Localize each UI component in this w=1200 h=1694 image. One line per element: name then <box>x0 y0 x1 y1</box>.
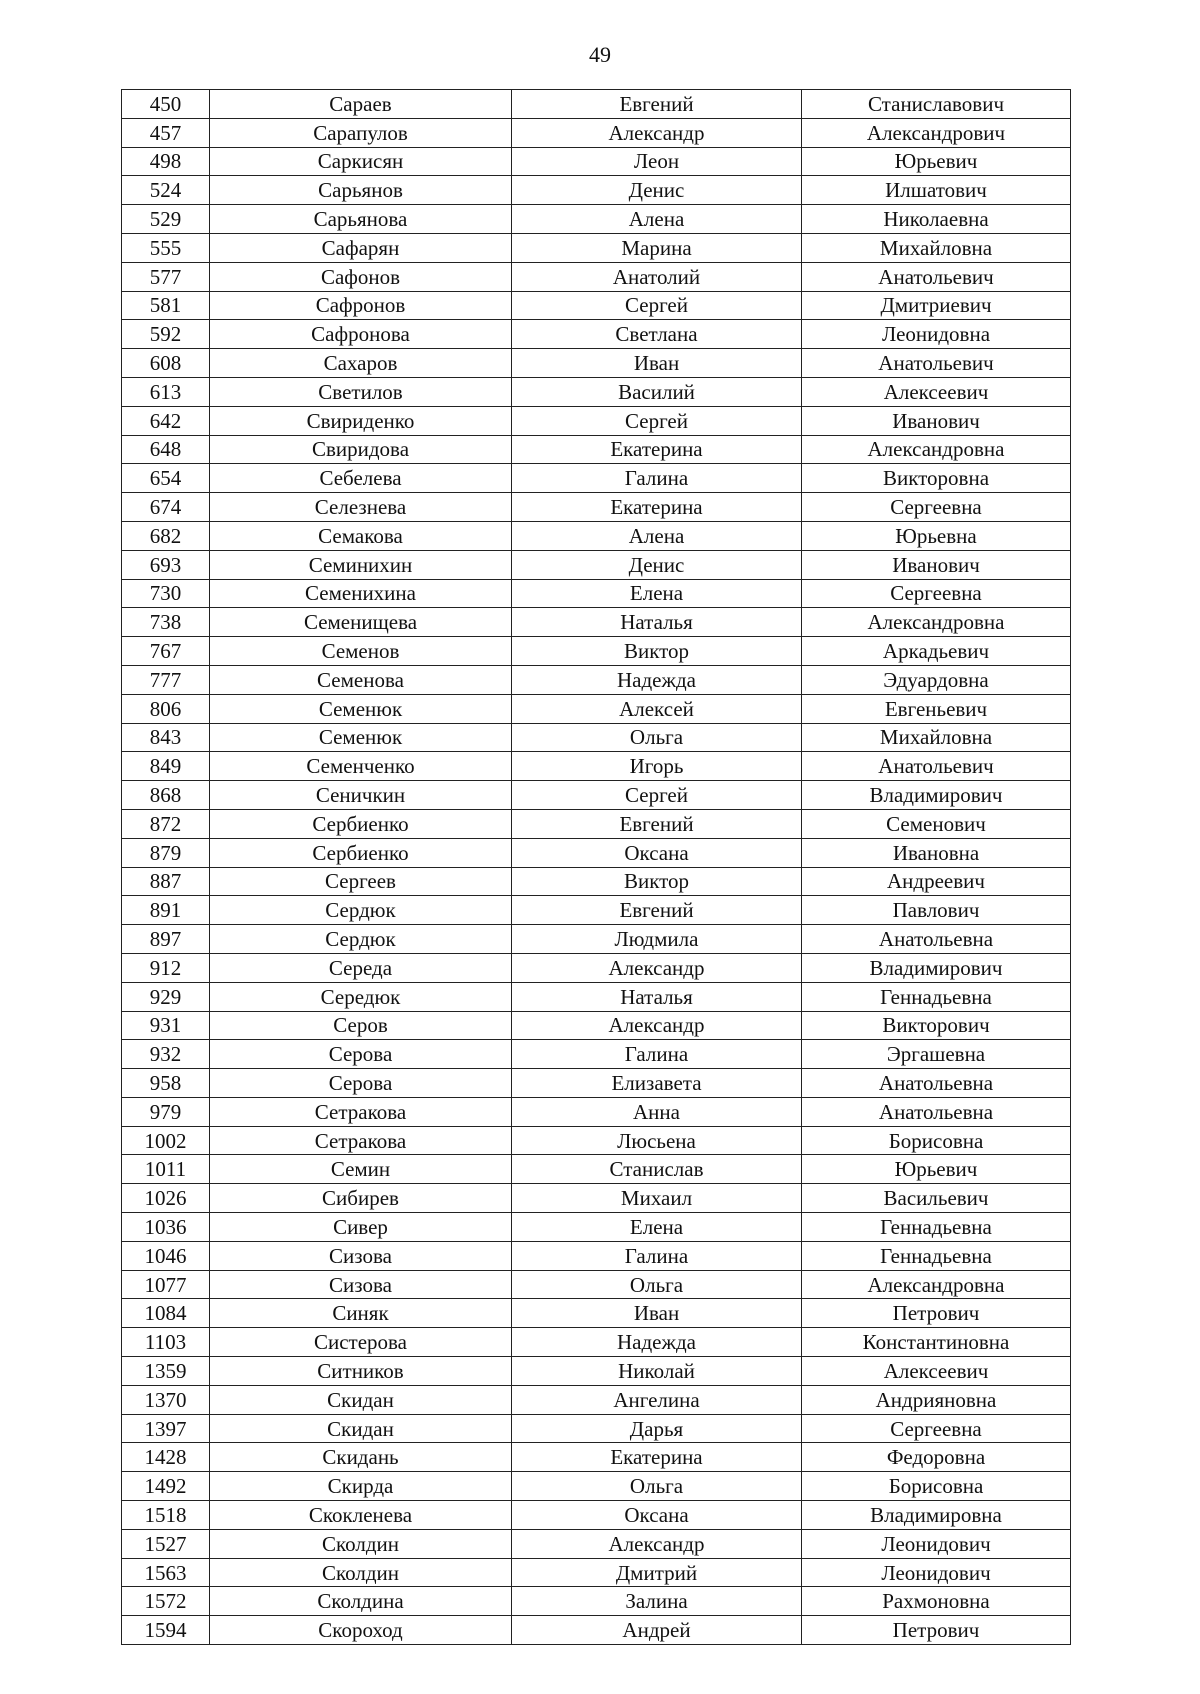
row-number-cell: 1563 <box>122 1558 210 1587</box>
row-number-cell: 958 <box>122 1069 210 1098</box>
row-number-cell: 654 <box>122 464 210 493</box>
first-name-cell: Ольга <box>512 1270 802 1299</box>
first-name-cell: Анна <box>512 1097 802 1126</box>
last-name-cell: Сердюк <box>210 925 512 954</box>
first-name-cell: Алена <box>512 205 802 234</box>
last-name-cell: Сафронов <box>210 291 512 320</box>
first-name-cell: Денис <box>512 176 802 205</box>
page-number: 49 <box>589 42 611 67</box>
first-name-cell: Николай <box>512 1357 802 1386</box>
last-name-cell: Сизова <box>210 1241 512 1270</box>
row-number-cell: 450 <box>122 90 210 119</box>
last-name-cell: Сафонов <box>210 262 512 291</box>
first-name-cell: Сергей <box>512 406 802 435</box>
first-name-cell: Екатерина <box>512 1443 802 1472</box>
row-number-cell: 674 <box>122 493 210 522</box>
patronymic-cell: Иванович <box>802 406 1071 435</box>
last-name-cell: Сахаров <box>210 349 512 378</box>
table-row <box>122 147 1071 176</box>
first-name-cell: Екатерина <box>512 435 802 464</box>
row-number-cell: 891 <box>122 896 210 925</box>
first-name-cell: Виктор <box>512 867 802 896</box>
patronymic-cell: Викторовна <box>802 464 1071 493</box>
table-row <box>122 1587 1071 1616</box>
last-name-cell: Себелева <box>210 464 512 493</box>
first-name-cell: Дарья <box>512 1414 802 1443</box>
patronymic-cell: Эдуардовна <box>802 665 1071 694</box>
first-name-cell: Наталья <box>512 608 802 637</box>
last-name-cell: Семенченко <box>210 752 512 781</box>
table-row <box>122 694 1071 723</box>
row-number-cell: 1397 <box>122 1414 210 1443</box>
patronymic-cell: Иванович <box>802 550 1071 579</box>
table-row <box>122 1472 1071 1501</box>
last-name-cell: Сарапулов <box>210 118 512 147</box>
patronymic-cell: Александровна <box>802 435 1071 464</box>
table-row <box>122 1414 1071 1443</box>
table-row <box>122 118 1071 147</box>
table-row <box>122 493 1071 522</box>
first-name-cell: Леон <box>512 147 802 176</box>
last-name-cell: Семенюк <box>210 723 512 752</box>
patronymic-cell: Леонидович <box>802 1529 1071 1558</box>
first-name-cell: Оксана <box>512 838 802 867</box>
patronymic-cell: Владимировна <box>802 1501 1071 1530</box>
table-row <box>122 1529 1071 1558</box>
row-number-cell: 1036 <box>122 1213 210 1242</box>
first-name-cell: Алексей <box>512 694 802 723</box>
last-name-cell: Сибирев <box>210 1184 512 1213</box>
patronymic-cell: Алексеевич <box>802 377 1071 406</box>
row-number-cell: 1527 <box>122 1529 210 1558</box>
last-name-cell: Середа <box>210 953 512 982</box>
patronymic-cell: Юрьевич <box>802 1155 1071 1184</box>
table-row <box>122 953 1071 982</box>
first-name-cell: Марина <box>512 233 802 262</box>
table-row <box>122 809 1071 838</box>
patronymic-cell: Петрович <box>802 1616 1071 1645</box>
last-name-cell: Скидань <box>210 1443 512 1472</box>
table-row <box>122 1097 1071 1126</box>
table-row <box>122 752 1071 781</box>
row-number-cell: 1492 <box>122 1472 210 1501</box>
first-name-cell: Алена <box>512 521 802 550</box>
table-row <box>122 464 1071 493</box>
first-name-cell: Василий <box>512 377 802 406</box>
table-row <box>122 233 1071 262</box>
row-number-cell: 682 <box>122 521 210 550</box>
table-row <box>122 723 1071 752</box>
patronymic-cell: Станиславович <box>802 90 1071 119</box>
patronymic-cell: Петрович <box>802 1299 1071 1328</box>
row-number-cell: 524 <box>122 176 210 205</box>
table-row <box>122 896 1071 925</box>
row-number-cell: 555 <box>122 233 210 262</box>
table-row <box>122 205 1071 234</box>
row-number-cell: 1103 <box>122 1328 210 1357</box>
first-name-cell: Евгений <box>512 809 802 838</box>
patronymic-cell: Ивановна <box>802 838 1071 867</box>
last-name-cell: Скидан <box>210 1414 512 1443</box>
patronymic-cell: Леонидович <box>802 1558 1071 1587</box>
table-row <box>122 550 1071 579</box>
row-number-cell: 577 <box>122 262 210 291</box>
first-name-cell: Наталья <box>512 982 802 1011</box>
row-number-cell: 806 <box>122 694 210 723</box>
table-row <box>122 320 1071 349</box>
row-number-cell: 648 <box>122 435 210 464</box>
last-name-cell: Скидан <box>210 1385 512 1414</box>
patronymic-cell: Михайловна <box>802 723 1071 752</box>
table-row <box>122 291 1071 320</box>
patronymic-cell: Алексеевич <box>802 1357 1071 1386</box>
table-row <box>122 1328 1071 1357</box>
last-name-cell: Семенищева <box>210 608 512 637</box>
patronymic-cell: Михайловна <box>802 233 1071 262</box>
patronymic-cell: Юрьевна <box>802 521 1071 550</box>
last-name-cell: Скирда <box>210 1472 512 1501</box>
last-name-cell: Свиридова <box>210 435 512 464</box>
table-row <box>122 349 1071 378</box>
first-name-cell: Елизавета <box>512 1069 802 1098</box>
first-name-cell: Ольга <box>512 1472 802 1501</box>
patronymic-cell: Александровна <box>802 1270 1071 1299</box>
table-row <box>122 1213 1071 1242</box>
patronymic-cell: Андрияновна <box>802 1385 1071 1414</box>
row-number-cell: 498 <box>122 147 210 176</box>
row-number-cell: 979 <box>122 1097 210 1126</box>
last-name-cell: Семенюк <box>210 694 512 723</box>
last-name-cell: Систерова <box>210 1328 512 1357</box>
last-name-cell: Светилов <box>210 377 512 406</box>
last-name-cell: Сараев <box>210 90 512 119</box>
table-row <box>122 1501 1071 1530</box>
last-name-cell: Семинихин <box>210 550 512 579</box>
row-number-cell: 1359 <box>122 1357 210 1386</box>
last-name-cell: Сарьянова <box>210 205 512 234</box>
row-number-cell: 777 <box>122 665 210 694</box>
name-list-table <box>121 89 1071 1645</box>
row-number-cell: 1370 <box>122 1385 210 1414</box>
patronymic-cell: Юрьевич <box>802 147 1071 176</box>
row-number-cell: 1002 <box>122 1126 210 1155</box>
table-row <box>122 1270 1071 1299</box>
table-row <box>122 176 1071 205</box>
first-name-cell: Сергей <box>512 291 802 320</box>
first-name-cell: Александр <box>512 953 802 982</box>
table-row <box>122 637 1071 666</box>
patronymic-cell: Сергеевна <box>802 1414 1071 1443</box>
table-row <box>122 1558 1071 1587</box>
first-name-cell: Ангелина <box>512 1385 802 1414</box>
first-name-cell: Ольга <box>512 723 802 752</box>
last-name-cell: Сафронова <box>210 320 512 349</box>
patronymic-cell: Сергеевна <box>802 579 1071 608</box>
patronymic-cell: Анатольевич <box>802 752 1071 781</box>
first-name-cell: Станислав <box>512 1155 802 1184</box>
patronymic-cell: Дмитриевич <box>802 291 1071 320</box>
patronymic-cell: Анатольевна <box>802 1097 1071 1126</box>
table-row <box>122 1069 1071 1098</box>
row-number-cell: 872 <box>122 809 210 838</box>
last-name-cell: Сивер <box>210 1213 512 1242</box>
row-number-cell: 929 <box>122 982 210 1011</box>
first-name-cell: Александр <box>512 118 802 147</box>
first-name-cell: Евгений <box>512 896 802 925</box>
table-row <box>122 1184 1071 1213</box>
first-name-cell: Надежда <box>512 665 802 694</box>
first-name-cell: Галина <box>512 1040 802 1069</box>
table-row <box>122 1299 1071 1328</box>
row-number-cell: 1011 <box>122 1155 210 1184</box>
row-number-cell: 849 <box>122 752 210 781</box>
row-number-cell: 931 <box>122 1011 210 1040</box>
first-name-cell: Елена <box>512 1213 802 1242</box>
row-number-cell: 613 <box>122 377 210 406</box>
last-name-cell: Серов <box>210 1011 512 1040</box>
patronymic-cell: Анатольевич <box>802 262 1071 291</box>
table-row <box>122 435 1071 464</box>
table-row <box>122 1443 1071 1472</box>
first-name-cell: Люсьена <box>512 1126 802 1155</box>
last-name-cell: Сетракова <box>210 1126 512 1155</box>
table-row <box>122 982 1071 1011</box>
table-row <box>122 521 1071 550</box>
last-name-cell: Скокленева <box>210 1501 512 1530</box>
last-name-cell: Серова <box>210 1069 512 1098</box>
patronymic-cell: Павлович <box>802 896 1071 925</box>
first-name-cell: Светлана <box>512 320 802 349</box>
patronymic-cell: Рахмоновна <box>802 1587 1071 1616</box>
row-number-cell: 1572 <box>122 1587 210 1616</box>
last-name-cell: Сафарян <box>210 233 512 262</box>
patronymic-cell: Владимирович <box>802 781 1071 810</box>
patronymic-cell: Васильевич <box>802 1184 1071 1213</box>
row-number-cell: 1046 <box>122 1241 210 1270</box>
row-number-cell: 1084 <box>122 1299 210 1328</box>
patronymic-cell: Эргашевна <box>802 1040 1071 1069</box>
row-number-cell: 592 <box>122 320 210 349</box>
first-name-cell: Александр <box>512 1529 802 1558</box>
first-name-cell: Денис <box>512 550 802 579</box>
last-name-cell: Ситников <box>210 1357 512 1386</box>
patronymic-cell: Семенович <box>802 809 1071 838</box>
patronymic-cell: Сергеевна <box>802 493 1071 522</box>
row-number-cell: 932 <box>122 1040 210 1069</box>
patronymic-cell: Анатольевич <box>802 349 1071 378</box>
first-name-cell: Иван <box>512 349 802 378</box>
patronymic-cell: Геннадьевна <box>802 1241 1071 1270</box>
last-name-cell: Сизова <box>210 1270 512 1299</box>
last-name-cell: Сеничкин <box>210 781 512 810</box>
last-name-cell: Скороход <box>210 1616 512 1645</box>
last-name-cell: Семенов <box>210 637 512 666</box>
first-name-cell: Екатерина <box>512 493 802 522</box>
patronymic-cell: Викторович <box>802 1011 1071 1040</box>
patronymic-cell: Евгеньевич <box>802 694 1071 723</box>
first-name-cell: Андрей <box>512 1616 802 1645</box>
first-name-cell: Оксана <box>512 1501 802 1530</box>
row-number-cell: 1428 <box>122 1443 210 1472</box>
last-name-cell: Сколдина <box>210 1587 512 1616</box>
patronymic-cell: Андреевич <box>802 867 1071 896</box>
last-name-cell: Сколдин <box>210 1529 512 1558</box>
row-number-cell: 879 <box>122 838 210 867</box>
last-name-cell: Сарьянов <box>210 176 512 205</box>
row-number-cell: 843 <box>122 723 210 752</box>
table-row <box>122 1357 1071 1386</box>
last-name-cell: Сердюк <box>210 896 512 925</box>
last-name-cell: Сетракова <box>210 1097 512 1126</box>
row-number-cell: 1594 <box>122 1616 210 1645</box>
first-name-cell: Анатолий <box>512 262 802 291</box>
table-row <box>122 665 1071 694</box>
last-name-cell: Сергеев <box>210 867 512 896</box>
table-row <box>122 867 1071 896</box>
last-name-cell: Середюк <box>210 982 512 1011</box>
patronymic-cell: Николаевна <box>802 205 1071 234</box>
table-row <box>122 1040 1071 1069</box>
row-number-cell: 642 <box>122 406 210 435</box>
patronymic-cell: Анатольевна <box>802 925 1071 954</box>
row-number-cell: 887 <box>122 867 210 896</box>
first-name-cell: Александр <box>512 1011 802 1040</box>
row-number-cell: 868 <box>122 781 210 810</box>
row-number-cell: 457 <box>122 118 210 147</box>
table-body <box>122 90 1071 1645</box>
table-row <box>122 925 1071 954</box>
table-row <box>122 1241 1071 1270</box>
row-number-cell: 581 <box>122 291 210 320</box>
first-name-cell: Галина <box>512 1241 802 1270</box>
first-name-cell: Сергей <box>512 781 802 810</box>
row-number-cell: 738 <box>122 608 210 637</box>
patronymic-cell: Борисовна <box>802 1472 1071 1501</box>
first-name-cell: Михаил <box>512 1184 802 1213</box>
last-name-cell: Семенова <box>210 665 512 694</box>
first-name-cell: Людмила <box>512 925 802 954</box>
first-name-cell: Евгений <box>512 90 802 119</box>
row-number-cell: 608 <box>122 349 210 378</box>
table-row <box>122 1126 1071 1155</box>
first-name-cell: Виктор <box>512 637 802 666</box>
patronymic-cell: Федоровна <box>802 1443 1071 1472</box>
last-name-cell: Селезнева <box>210 493 512 522</box>
first-name-cell: Игорь <box>512 752 802 781</box>
row-number-cell: 897 <box>122 925 210 954</box>
patronymic-cell: Леонидовна <box>802 320 1071 349</box>
first-name-cell: Залина <box>512 1587 802 1616</box>
last-name-cell: Серова <box>210 1040 512 1069</box>
last-name-cell: Сербиенко <box>210 809 512 838</box>
first-name-cell: Галина <box>512 464 802 493</box>
last-name-cell: Семин <box>210 1155 512 1184</box>
row-number-cell: 693 <box>122 550 210 579</box>
row-number-cell: 1026 <box>122 1184 210 1213</box>
last-name-cell: Семакова <box>210 521 512 550</box>
row-number-cell: 912 <box>122 953 210 982</box>
row-number-cell: 1077 <box>122 1270 210 1299</box>
table-row <box>122 1616 1071 1645</box>
table-row <box>122 1011 1071 1040</box>
patronymic-cell: Александровна <box>802 608 1071 637</box>
last-name-cell: Саркисян <box>210 147 512 176</box>
first-name-cell: Надежда <box>512 1328 802 1357</box>
table-row <box>122 377 1071 406</box>
first-name-cell: Елена <box>512 579 802 608</box>
row-number-cell: 767 <box>122 637 210 666</box>
table-row <box>122 781 1071 810</box>
last-name-cell: Сколдин <box>210 1558 512 1587</box>
patronymic-cell: Геннадьевна <box>802 1213 1071 1242</box>
table-row <box>122 1385 1071 1414</box>
table-row <box>122 406 1071 435</box>
row-number-cell: 529 <box>122 205 210 234</box>
last-name-cell: Синяк <box>210 1299 512 1328</box>
patronymic-cell: Геннадьевна <box>802 982 1071 1011</box>
table-row <box>122 608 1071 637</box>
patronymic-cell: Илшатович <box>802 176 1071 205</box>
patronymic-cell: Аркадьевич <box>802 637 1071 666</box>
table-row <box>122 262 1071 291</box>
first-name-cell: Иван <box>512 1299 802 1328</box>
last-name-cell: Сербиенко <box>210 838 512 867</box>
patronymic-cell: Владимирович <box>802 953 1071 982</box>
table-row <box>122 90 1071 119</box>
last-name-cell: Семенихина <box>210 579 512 608</box>
patronymic-cell: Константиновна <box>802 1328 1071 1357</box>
patronymic-cell: Александрович <box>802 118 1071 147</box>
last-name-cell: Свириденко <box>210 406 512 435</box>
table-row <box>122 579 1071 608</box>
patronymic-cell: Борисовна <box>802 1126 1071 1155</box>
first-name-cell: Дмитрий <box>512 1558 802 1587</box>
row-number-cell: 1518 <box>122 1501 210 1530</box>
patronymic-cell: Анатольевна <box>802 1069 1071 1098</box>
table-row <box>122 1155 1071 1184</box>
row-number-cell: 730 <box>122 579 210 608</box>
table-row <box>122 838 1071 867</box>
